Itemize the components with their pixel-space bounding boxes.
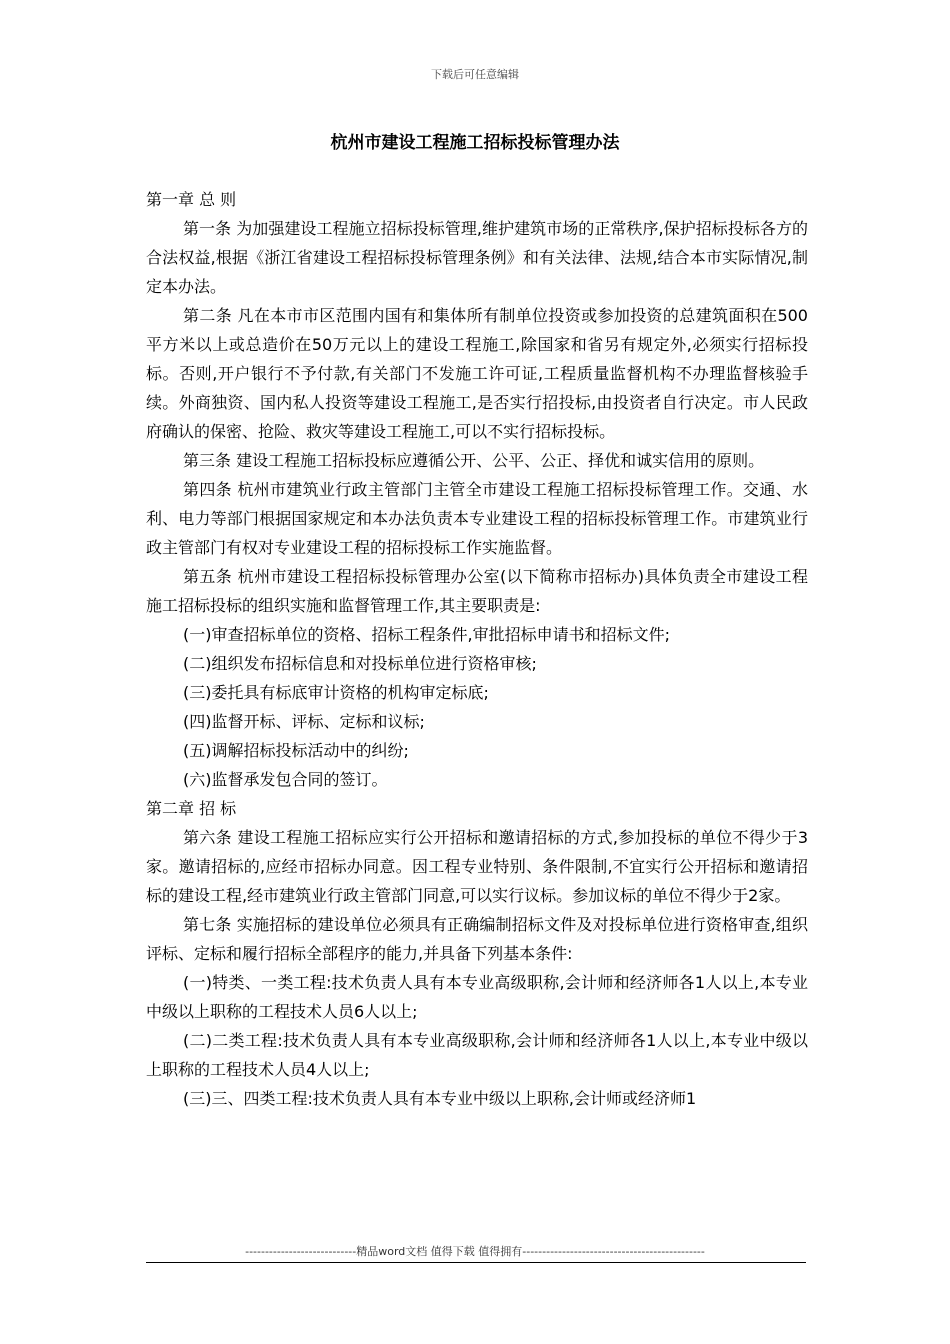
document-title: 杭州市建设工程施工招标投标管理办法 xyxy=(330,133,620,153)
article-paragraph: 第一条 为加强建设工程施立招标投标管理,维护建筑市场的正常秩序,保护招标投标各方的合法权益,根据《浙江省建设工程招标投标管理条例》和有关法律、法规,结合本市实际情况,制定本办法。 xyxy=(146,219,808,296)
article-paragraph: 第七条 实施招标的建设单位必须具有正确编制招标文件及对投标单位进行资格审查,组织评标、定标和履行招标全部程序的能力,并具备下列基本条件: xyxy=(146,915,808,963)
list-item: (三)委托具有标底审计资格的机构审定标底; xyxy=(183,683,489,702)
list-item: (一)审查招标单位的资格、招标工程条件,审批招标申请书和招标文件; xyxy=(183,625,670,644)
article-paragraph: (三)三、四类工程:技术负责人具有本专业中级以上职称,会计师或经济师1 xyxy=(183,1089,697,1108)
list-item: (四)监督开标、评标、定标和议标; xyxy=(183,712,425,731)
list-item: (六)监督承发包合同的签订。 xyxy=(183,770,388,789)
article-paragraph: 第五条 杭州市建设工程招标投标管理办公室(以下简称市招标办)具体负责全市建设工程施工招标投标的组织实施和监督管理工作,其主要职责是: xyxy=(146,567,808,615)
article-paragraph: (二)二类工程:技术负责人具有本专业高级职称,会计师和经济师各1人以上,本专业中级以上职称的工程技术人员4人以上; xyxy=(146,1031,808,1079)
footer-note: ----------------------------精品word文档 值得下载 值得拥有---------------------------------------------- xyxy=(245,1245,705,1258)
chapter-heading: 第二章 招 标 xyxy=(146,799,237,818)
article-paragraph: 第二条 凡在本市市区范围内国有和集体所有制单位投资或参加投资的总建筑面积在500平方米以上或总造价在50万元以上的建设工程施工,除国家和省另有规定外,必须实行招标投标。否则,开户银行不予付款,有关部门不发施工许可证,工程质量监督机构不办理监督核验手续。外商独资、国内私人投资等建设工程施工,是否实行招投标,由投资者自行决定。市人民政府确认的保密、抢险、救灾等建设工程施工,可以不实行招标投标。 xyxy=(146,306,808,441)
article-paragraph: 第六条 建设工程施工招标应实行公开招标和邀请招标的方式,参加投标的单位不得少于3家。邀请招标的,应经市招标办同意。因工程专业特别、条件限制,不宜实行公开招标和邀请招标的建设工程,经市建筑业行政主管部门同意,可以实行议标。参加议标的单位不得少于2家。 xyxy=(146,828,808,905)
article-paragraph: 第三条 建设工程施工招标投标应遵循公开、公平、公正、择优和诚实信用的原则。 xyxy=(183,451,765,470)
footer-divider xyxy=(146,1262,806,1263)
article-paragraph: (一)特类、一类工程:技术负责人具有本专业高级职称,会计师和经济师各1人以上,本专业中级以上职称的工程技术人员6人以上; xyxy=(146,973,808,1021)
list-item: (二)组织发布招标信息和对投标单位进行资格审核; xyxy=(183,654,537,673)
document-body xyxy=(146,185,808,1113)
chapter-heading: 第一章 总 则 xyxy=(146,190,237,209)
article-paragraph: 第四条 杭州市建筑业行政主管部门主管全市建设工程施工招标投标管理工作。交通、水利、电力等部门根据国家规定和本办法负责本专业建设工程的招标投标管理工作。市建筑业行政主管部门有权对专业建设工程的招标投标工作实施监督。 xyxy=(146,480,808,557)
list-item: (五)调解招标投标活动中的纠纷; xyxy=(183,741,409,760)
header-note: 下载后可任意编辑 xyxy=(431,68,519,81)
